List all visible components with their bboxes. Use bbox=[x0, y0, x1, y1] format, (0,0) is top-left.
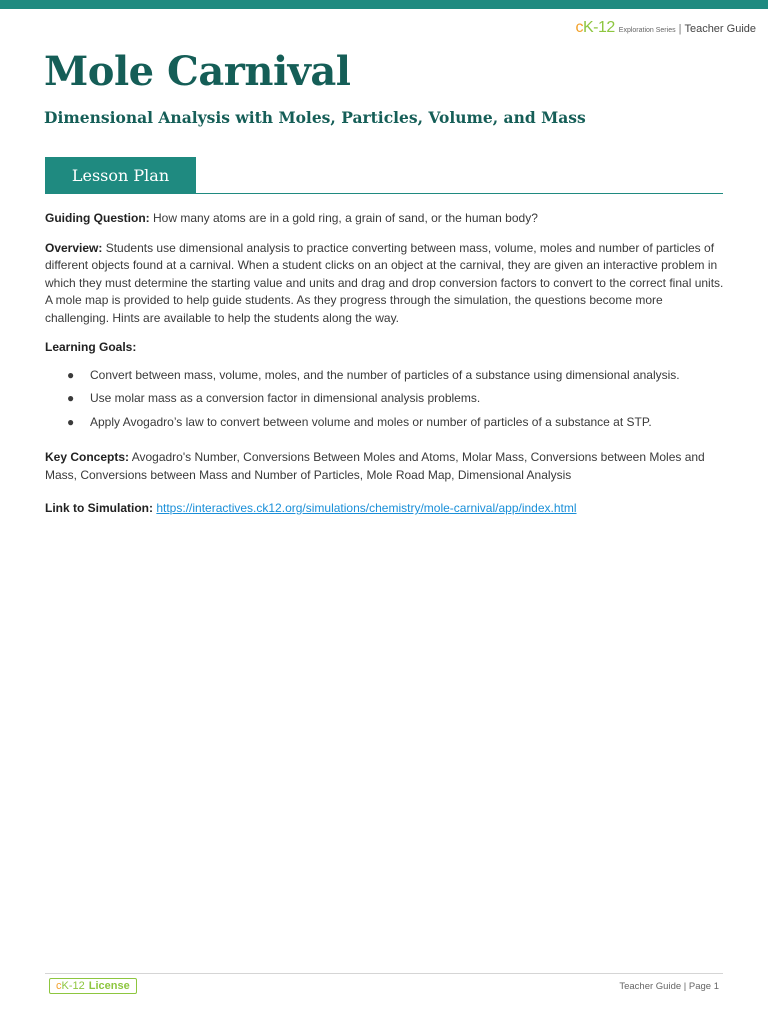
guiding-question-label: Guiding Question: bbox=[45, 211, 150, 225]
list-item bbox=[45, 367, 725, 385]
key-concepts bbox=[45, 449, 725, 484]
bullet-icon: ● bbox=[67, 391, 75, 405]
footer-divider bbox=[45, 973, 723, 974]
learning-goals-heading bbox=[45, 339, 725, 357]
key-concepts-text: Avogadro's Number, Conversions Between Moles and Atoms, Molar Mass, Conversions between Moles and Mass, Conversions between Mass and Number of Particles, Mole Road Map, Dimensional Analysis bbox=[45, 450, 705, 482]
series-label: Exploration Series bbox=[618, 27, 676, 34]
list-item bbox=[45, 414, 725, 432]
lesson-plan-tab: Lesson Plan bbox=[45, 157, 196, 194]
simulation-link-label: Link to Simulation: bbox=[45, 501, 153, 515]
bullet-icon: ● bbox=[67, 367, 75, 382]
overview bbox=[45, 240, 725, 328]
guide-label: Teacher Guide bbox=[684, 23, 756, 35]
bullet-icon: ● bbox=[67, 414, 75, 429]
overview-text: Students use dimensional analysis to practice converting between mass, volume, moles and number of particles of different objects found at a carnival. When a student clicks on an object at the carnival, they are given an interactive problem in which they must determine the starting value and units and drag and drop conversion factors to convert to the correct final units. A mole map is provided to help guide students. As they progress through the simulation, the questions become more challenging. Hints are available to help the students along the way. bbox=[45, 240, 724, 325]
simulation-link[interactable]: https://interactives.ck12.org/simulations/chemistry/mole-carnival/app/index.html bbox=[156, 501, 577, 515]
goal-text: Convert between mass, volume, moles, and the number of particles of a substance using dimensional analysis. bbox=[90, 367, 680, 382]
goal-text: Use molar mass as a conversion factor in dimensional analysis problems. bbox=[90, 391, 481, 405]
learning-goals-list bbox=[45, 367, 725, 432]
page-subtitle: Dimensional Analysis with Moles, Particles, Volume, and Mass bbox=[44, 108, 586, 127]
goal-text: Apply Avogadro’s law to convert between volume and moles or number of particles of a substance at STP. bbox=[90, 414, 652, 429]
guiding-question bbox=[45, 210, 725, 228]
list-item bbox=[45, 390, 725, 408]
ck12-logo: cK-12 bbox=[575, 19, 615, 36]
guiding-question-text: How many atoms are in a gold ring, a grain of sand, or the human body? bbox=[149, 211, 538, 225]
brand-header bbox=[575, 19, 756, 37]
simulation-link-row bbox=[45, 500, 725, 518]
learning-goals-label: Learning Goals: bbox=[45, 340, 137, 354]
page-number: Teacher Guide | Page 1 bbox=[619, 981, 719, 992]
lesson-content bbox=[45, 210, 725, 530]
key-concepts-label: Key Concepts: bbox=[45, 450, 130, 464]
license-label: License bbox=[88, 980, 130, 992]
license-badge[interactable]: c K -12 License bbox=[49, 978, 137, 994]
overview-label: Overview: bbox=[45, 240, 103, 255]
page-title: Mole Carnival bbox=[44, 48, 351, 95]
top-accent-bar bbox=[0, 0, 768, 9]
header-separator: | bbox=[678, 23, 682, 35]
section-divider bbox=[45, 193, 723, 194]
